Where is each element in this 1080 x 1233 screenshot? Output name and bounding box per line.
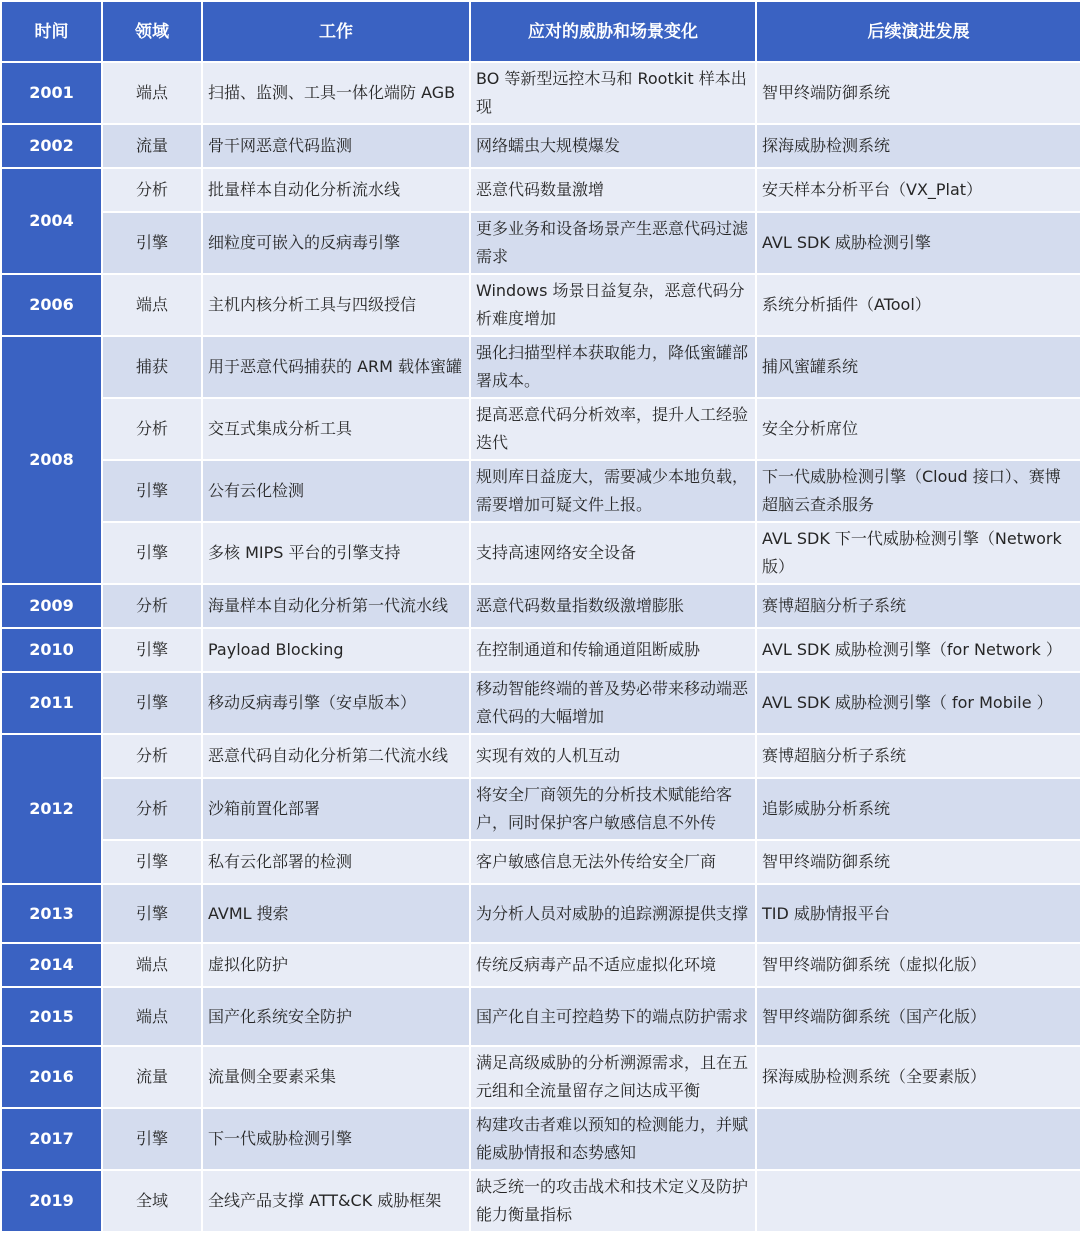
year-cell: 2013 <box>1 884 102 943</box>
threat-cell: 实现有效的人机互动 <box>470 734 756 778</box>
table-row <box>1 522 1080 584</box>
table-row <box>1 672 1080 734</box>
domain-cell: 分析 <box>102 168 202 212</box>
year-cell: 2004 <box>1 168 102 274</box>
evolution-cell: 赛博超脑分析子系统 <box>756 734 1080 778</box>
table-row <box>1 460 1080 522</box>
table-row <box>1 840 1080 884</box>
domain-cell: 分析 <box>102 398 202 460</box>
header-threat: 应对的威胁和场景变化 <box>470 1 756 62</box>
threat-cell: 构建攻击者难以预知的检测能力，并赋能威胁情报和态势感知 <box>470 1108 756 1170</box>
domain-cell: 引擎 <box>102 884 202 943</box>
work-cell: 国产化系统安全防护 <box>202 987 470 1046</box>
threat-cell: 缺乏统一的攻击战术和技术定义及防护能力衡量指标 <box>470 1170 756 1232</box>
evolution-cell: 追影威胁分析系统 <box>756 778 1080 840</box>
threat-cell: 为分析人员对威胁的追踪溯源提供支撑 <box>470 884 756 943</box>
year-cell: 2016 <box>1 1046 102 1108</box>
threat-cell: Windows 场景日益复杂，恶意代码分析难度增加 <box>470 274 756 336</box>
domain-cell: 全域 <box>102 1170 202 1232</box>
domain-cell: 引擎 <box>102 628 202 672</box>
domain-cell: 引擎 <box>102 212 202 274</box>
domain-cell: 端点 <box>102 943 202 987</box>
threat-cell: 移动智能终端的普及势必带来移动端恶意代码的大幅增加 <box>470 672 756 734</box>
table-row <box>1 943 1080 987</box>
work-cell: 扫描、监测、工具一体化端防 AGB <box>202 62 470 124</box>
threat-cell: BO 等新型远控木马和 Rootkit 样本出现 <box>470 62 756 124</box>
domain-cell: 捕获 <box>102 336 202 398</box>
work-cell: 下一代威胁检测引擎 <box>202 1108 470 1170</box>
domain-cell: 引擎 <box>102 460 202 522</box>
table-row <box>1 884 1080 943</box>
table-row <box>1 1170 1080 1232</box>
domain-cell: 端点 <box>102 987 202 1046</box>
evolution-cell: 探海威胁检测系统 <box>756 124 1080 168</box>
table-row <box>1 212 1080 274</box>
work-cell: 交互式集成分析工具 <box>202 398 470 460</box>
year-cell: 2015 <box>1 987 102 1046</box>
table-row <box>1 1046 1080 1108</box>
threat-cell: 恶意代码数量指数级激增膨胀 <box>470 584 756 628</box>
header-domain: 领域 <box>102 1 202 62</box>
table-row <box>1 584 1080 628</box>
evolution-cell: 智甲终端防御系统 <box>756 62 1080 124</box>
evolution-cell: 系统分析插件（ATool） <box>756 274 1080 336</box>
evolution-cell: 智甲终端防御系统（虚拟化版） <box>756 943 1080 987</box>
table-row <box>1 398 1080 460</box>
evolution-cell: TID 威胁情报平台 <box>756 884 1080 943</box>
threat-cell: 提高恶意代码分析效率，提升人工经验迭代 <box>470 398 756 460</box>
domain-cell: 引擎 <box>102 1108 202 1170</box>
threat-cell: 传统反病毒产品不适应虚拟化环境 <box>470 943 756 987</box>
work-cell: AVML 搜索 <box>202 884 470 943</box>
evolution-cell: 探海威胁检测系统（全要素版） <box>756 1046 1080 1108</box>
evolution-cell: AVL SDK 威胁检测引擎（ for Mobile ） <box>756 672 1080 734</box>
threat-cell: 支持高速网络安全设备 <box>470 522 756 584</box>
domain-cell: 分析 <box>102 584 202 628</box>
evolution-cell: AVL SDK 威胁检测引擎 <box>756 212 1080 274</box>
evolution-cell: 安全分析席位 <box>756 398 1080 460</box>
year-cell: 2009 <box>1 584 102 628</box>
evolution-cell: AVL SDK 下一代威胁检测引擎（Network 版） <box>756 522 1080 584</box>
work-cell: 用于恶意代码捕获的 ARM 载体蜜罐 <box>202 336 470 398</box>
work-cell: 沙箱前置化部署 <box>202 778 470 840</box>
header-evolution: 后续演进发展 <box>756 1 1080 62</box>
table-row <box>1 778 1080 840</box>
work-cell: 公有云化检测 <box>202 460 470 522</box>
table-row <box>1 336 1080 398</box>
domain-cell: 端点 <box>102 62 202 124</box>
threat-cell: 强化扫描型样本获取能力，降低蜜罐部署成本。 <box>470 336 756 398</box>
year-cell: 2001 <box>1 62 102 124</box>
domain-cell: 端点 <box>102 274 202 336</box>
domain-cell: 引擎 <box>102 522 202 584</box>
domain-cell: 引擎 <box>102 840 202 884</box>
work-cell: 细粒度可嵌入的反病毒引擎 <box>202 212 470 274</box>
year-cell: 2006 <box>1 274 102 336</box>
table-row <box>1 274 1080 336</box>
evolution-cell: 捕风蜜罐系统 <box>756 336 1080 398</box>
threat-cell: 更多业务和设备场景产生恶意代码过滤需求 <box>470 212 756 274</box>
table-row <box>1 1108 1080 1170</box>
table-row <box>1 628 1080 672</box>
evolution-cell: 赛博超脑分析子系统 <box>756 584 1080 628</box>
work-cell: 海量样本自动化分析第一代流水线 <box>202 584 470 628</box>
threat-cell: 国产化自主可控趋势下的端点防护需求 <box>470 987 756 1046</box>
year-cell: 2012 <box>1 734 102 884</box>
evolution-cell <box>756 1170 1080 1232</box>
threat-cell: 规则库日益庞大，需要减少本地负载，需要增加可疑文件上报。 <box>470 460 756 522</box>
evolution-cell: 下一代威胁检测引擎（Cloud 接口）、赛博超脑云查杀服务 <box>756 460 1080 522</box>
work-cell: 恶意代码自动化分析第二代流水线 <box>202 734 470 778</box>
table-row <box>1 124 1080 168</box>
work-cell: 流量侧全要素采集 <box>202 1046 470 1108</box>
domain-cell: 流量 <box>102 124 202 168</box>
threat-cell: 网络蠕虫大规模爆发 <box>470 124 756 168</box>
work-cell: 全线产品支撑 ATT&CK 威胁框架 <box>202 1170 470 1232</box>
year-cell: 2019 <box>1 1170 102 1232</box>
table-row <box>1 62 1080 124</box>
threat-cell: 将安全厂商领先的分析技术赋能给客户，同时保护客户敏感信息不外传 <box>470 778 756 840</box>
year-cell: 2011 <box>1 672 102 734</box>
work-cell: 主机内核分析工具与四级授信 <box>202 274 470 336</box>
table-row <box>1 168 1080 212</box>
domain-cell: 引擎 <box>102 672 202 734</box>
work-cell: 私有云化部署的检测 <box>202 840 470 884</box>
year-cell: 2008 <box>1 336 102 584</box>
evolution-cell: AVL SDK 威胁检测引擎（for Network ） <box>756 628 1080 672</box>
year-cell: 2017 <box>1 1108 102 1170</box>
year-cell: 2002 <box>1 124 102 168</box>
work-cell: 骨干网恶意代码监测 <box>202 124 470 168</box>
threat-cell: 满足高级威胁的分析溯源需求，且在五元组和全流量留存之间达成平衡 <box>470 1046 756 1108</box>
threat-cell: 在控制通道和传输通道阻断威胁 <box>470 628 756 672</box>
year-cell: 2010 <box>1 628 102 672</box>
header-row <box>1 1 1080 62</box>
threat-cell: 客户敏感信息无法外传给安全厂商 <box>470 840 756 884</box>
table-row <box>1 734 1080 778</box>
domain-cell: 流量 <box>102 1046 202 1108</box>
domain-cell: 分析 <box>102 778 202 840</box>
domain-cell: 分析 <box>102 734 202 778</box>
evolution-cell: 安天样本分析平台（VX_Plat） <box>756 168 1080 212</box>
header-time: 时间 <box>1 1 102 62</box>
threat-cell: 恶意代码数量激增 <box>470 168 756 212</box>
work-cell: 批量样本自动化分析流水线 <box>202 168 470 212</box>
evolution-cell: 智甲终端防御系统 <box>756 840 1080 884</box>
header-work: 工作 <box>202 1 470 62</box>
work-cell: 多核 MIPS 平台的引擎支持 <box>202 522 470 584</box>
evolution-cell: 智甲终端防御系统（国产化版） <box>756 987 1080 1046</box>
work-cell: Payload Blocking <box>202 628 470 672</box>
work-cell: 移动反病毒引擎（安卓版本） <box>202 672 470 734</box>
year-cell: 2014 <box>1 943 102 987</box>
table-row <box>1 987 1080 1046</box>
work-cell: 虚拟化防护 <box>202 943 470 987</box>
evolution-cell <box>756 1108 1080 1170</box>
